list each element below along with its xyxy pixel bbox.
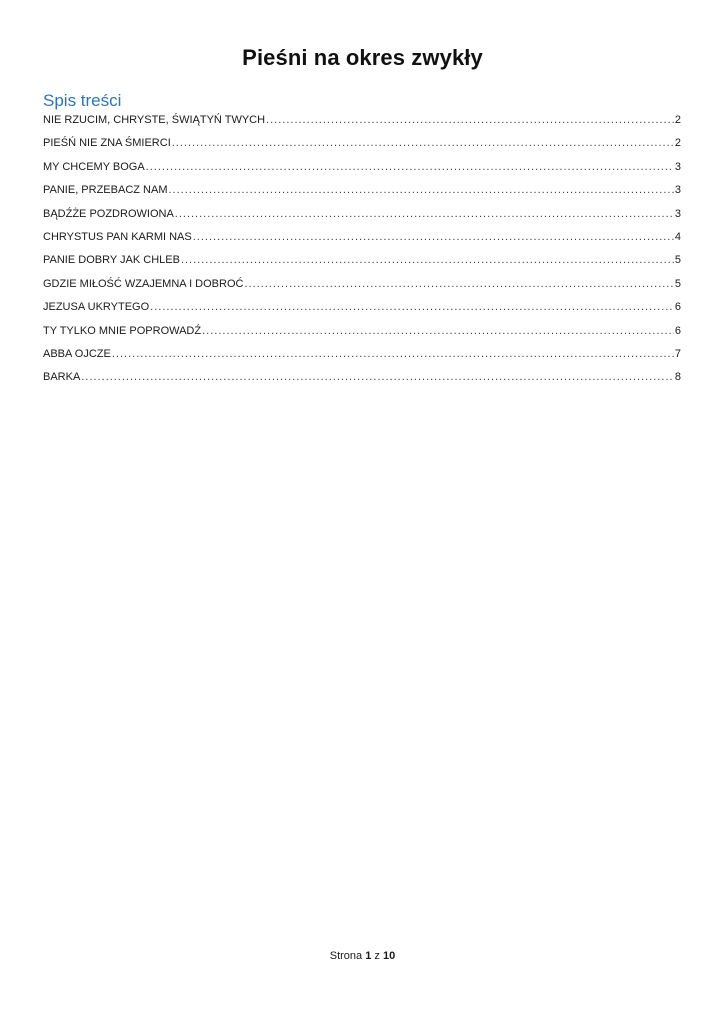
footer-page-prefix: Strona [329,950,363,962]
toc-dot-leader [112,348,674,360]
toc-entry-page: 5 [674,254,681,267]
toc-entry[interactable] [43,325,681,348]
toc-heading: Spis treści [43,91,122,110]
toc-entry[interactable] [43,161,681,184]
toc-dot-leader [193,231,674,243]
toc-entry-title: BĄDŹŻE POZDROWIONA [43,207,174,220]
toc-entry-title: MY CHCEMY BOGA [43,160,145,173]
toc-dot-leader [81,371,674,383]
toc-entry-title: PANIE DOBRY JAK CHLEB [43,254,180,267]
toc-entry[interactable] [43,301,681,324]
toc-entry-page: 2 [674,114,681,126]
toc-entry-title: NIE RZUCIM, CHRYSTE, ŚWIĄTYŃ TWYCH [43,114,266,126]
toc-entry-title: CHRYSTUS PAN KARMI NAS [43,230,192,243]
toc-dot-leader [175,208,674,220]
toc-dot-leader [150,301,674,313]
toc-entry-title: GDZIE MIŁOŚĆ WZAJEMNA I DOBROĆ [43,277,244,290]
toc-entry[interactable] [43,114,681,137]
toc-entry-title: PIEŚŃ NIE ZNA ŚMIERCI [43,137,171,150]
footer-current-page: 1 [365,950,372,962]
toc-entry-page: 5 [674,277,681,290]
toc-entry-page: 6 [674,301,681,314]
document-title: Pieśni na okres zwykły [242,45,483,70]
toc-entry-page: 3 [674,160,681,173]
toc-dot-leader [146,161,674,173]
footer-total-pages: 10 [382,950,396,962]
footer-page-separator: z [374,950,380,962]
toc-dot-leader [266,114,674,126]
toc-entry-title: BARKA [43,371,81,384]
toc-entry-title: ABBA OJCZE [43,347,111,360]
toc-entry[interactable] [43,371,681,394]
toc-entry-title: JEZUSA UKRYTEGO [43,301,150,314]
toc-entry[interactable] [43,208,681,231]
toc-entry[interactable] [43,254,681,277]
toc-entry[interactable] [43,184,681,207]
toc-entry[interactable] [43,348,681,371]
toc-dot-leader [181,254,674,266]
toc-entry-page: 3 [674,207,681,220]
toc-entry[interactable] [43,137,681,160]
toc-entry-title: TY TYLKO MNIE POPROWADŹ [43,324,202,337]
toc-entry-title: PANIE, PRZEBACZ NAM [43,184,168,197]
toc-entry-page: 3 [674,184,681,197]
toc-dot-leader [168,184,673,196]
toc-dot-leader [244,278,673,290]
toc-dot-leader [172,137,674,149]
toc-entry-page: 4 [674,230,681,243]
toc-entry[interactable] [43,278,681,301]
toc-entry[interactable] [43,231,681,254]
toc-entry-page: 6 [674,324,681,337]
toc-entry-page: 7 [674,347,681,360]
toc-entry-page: 2 [674,137,681,150]
table-of-contents [43,114,681,395]
toc-entry-page: 8 [674,371,681,384]
toc-dot-leader [202,325,674,337]
page-footer [0,950,725,962]
